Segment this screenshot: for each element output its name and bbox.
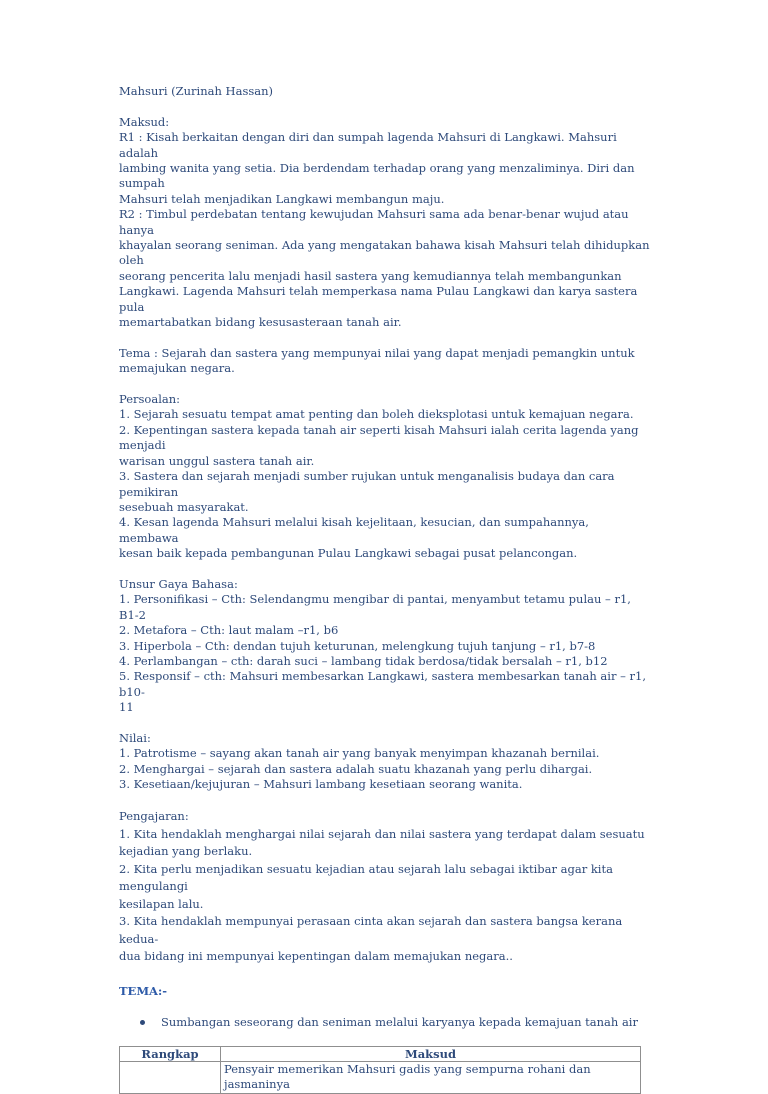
gaya-bahasa-line: 1. Personifikasi – Cth: Selendangmu mengibar di pantai, menyambut tetamu pulau – r1, B1-2	[119, 592, 631, 622]
persoalan-section	[119, 392, 651, 561]
tema-line: memajukan negara.	[119, 361, 235, 376]
persoalan-line: 3. Sastera dan sejarah menjadi sumber rujukan untuk menganalisis budaya dan cara pemikiran	[119, 469, 615, 499]
maksud-line: lambing wanita yang setia. Dia berdendam terhadap orang yang menzaliminya. Diri dan sumpah	[119, 161, 635, 191]
persoalan-line: sesebuah masyarakat.	[119, 499, 249, 514]
maksud-line: R1 : Kisah berkaitan dengan diri dan sumpah lagenda Mahsuri di Langkawi. Mahsuri adalah	[119, 130, 617, 160]
pengajaran-heading: Pengajaran:	[119, 809, 189, 823]
document-title: Mahsuri (Zurinah Hassan)	[119, 84, 273, 98]
gaya-bahasa-line: 11	[119, 700, 134, 715]
gaya-bahasa-line: 5. Responsif – cth: Mahsuri membesarkan Langkawi, sastera membesarkan tanah air – r1, b10-	[119, 669, 646, 699]
nilai-line: 3. Kesetiaan/kejujuran – Mahsuri lambang kesetiaan seorang wanita.	[119, 777, 523, 792]
nilai-line: 1. Patrotisme – sayang akan tanah air yang banyak menyimpan khazanah bernilai.	[119, 746, 600, 761]
persoalan-line: 4. Kesan lagenda Mahsuri melalui kisah kejelitaan, kesucian, dan sumpahannya, membawa	[119, 515, 589, 545]
gaya-bahasa-section	[119, 577, 651, 716]
nilai-heading: Nilai:	[119, 730, 151, 745]
maksud-line: Langkawi. Lagenda Mahsuri telah memperkasa nama Pulau Langkawi dan karya sastera pula	[119, 284, 638, 314]
nilai-section	[119, 731, 651, 793]
pengajaran-line: dua bidang ini mempunyai kepentingan dalam memajukan negara..	[119, 949, 513, 963]
pengajaran-line: 1. Kita hendaklah menghargai nilai sejarah dan nilai sastera yang terdapat dalam sesuatu	[119, 826, 645, 841]
maksud-line: seorang pencerita lalu menjadi hasil sastera yang kemudiannya telah membangunkan	[119, 268, 622, 283]
gaya-bahasa-line: 4. Perlambangan – cth: darah suci – lambang tidak berdosa/tidak bersalah – r1, b12	[119, 653, 608, 668]
maksud-line: Mahsuri telah menjadikan Langkawi membangun maju.	[119, 191, 445, 206]
bullet-icon	[140, 1020, 145, 1025]
pengajaran-line: 2. Kita perlu menjadikan sesuatu kejadian atau sejarah lalu sebagai iktibar agar kita mengulangi	[119, 861, 613, 893]
maksud-line: khayalan seorang seniman. Ada yang mengatakan bahawa kisah Mahsuri telah dihidupkan oleh	[119, 238, 650, 268]
pengajaran-section	[119, 808, 651, 966]
persoalan-line: 2. Kepentingan sastera kepada tanah air seperti kisah Mahsuri ialah cerita lagenda yang menjadi	[119, 422, 639, 453]
pengajaran-line: kejadian yang berlaku.	[119, 844, 253, 858]
tema-bullet-text: Sumbangan seseorang dan seniman melalui karyanya kepada kemajuan tanah air	[161, 1014, 638, 1029]
pengajaran-line: 3. Kita hendaklah mempunyai perasaan cinta akan sejarah dan sastera bangsa kerana kedua-	[119, 914, 623, 946]
table-row	[120, 1062, 641, 1094]
document-content	[119, 84, 651, 1094]
persoalan-line: 1. Sejarah sesuatu tempat amat penting dan boleh dieksplotasi untuk kemajuan negara.	[119, 407, 634, 422]
persoalan-heading: Persoalan:	[119, 392, 181, 407]
maksud-section	[119, 115, 651, 331]
tema-heading: TEMA:-	[119, 983, 167, 998]
pengajaran-line: kesilapan lalu.	[119, 896, 204, 911]
gaya-bahasa-line: 2. Metafora – Cth: laut malam –r1, b6	[119, 623, 339, 638]
table-header-row	[120, 1047, 641, 1062]
gaya-bahasa-heading: Unsur Gaya Bahasa:	[119, 576, 238, 591]
tema-summary	[119, 346, 651, 377]
maksud-heading: Maksud:	[119, 114, 170, 129]
nilai-line: 2. Menghargai – sejarah dan sastera adalah suatu khazanah yang perlu dihargai.	[119, 761, 593, 776]
tema-bullet-item	[119, 1015, 651, 1030]
table-cell-maksud: Pensyair memerikan Mahsuri gadis yang sempurna rohani dan jasmaninya	[221, 1062, 641, 1094]
gaya-bahasa-line: 3. Hiperbola – Cth: dendan tujuh keturunan, melengkung tujuh tanjung – r1, b7-8	[119, 638, 596, 653]
maksud-table	[119, 1046, 641, 1094]
maksud-line: memartabatkan bidang kesusasteraan tanah air.	[119, 315, 402, 330]
tema-line: Tema : Sejarah dan sastera yang mempunyai nilai yang dapat menjadi pemangkin untuk	[119, 345, 635, 360]
persoalan-line: kesan baik kepada pembangunan Pulau Langkawi sebagai pusat pelancongan.	[119, 546, 578, 561]
table-header-rangkap: Rangkap	[120, 1047, 221, 1062]
table-header-maksud: Maksud	[221, 1047, 641, 1062]
table-cell-rangkap	[120, 1062, 221, 1094]
persoalan-line: warisan unggul sastera tanah air.	[119, 453, 315, 468]
maksud-line: R2 : Timbul perdebatan tentang kewujudan Mahsuri sama ada benar-benar wujud atau hanya	[119, 207, 629, 237]
